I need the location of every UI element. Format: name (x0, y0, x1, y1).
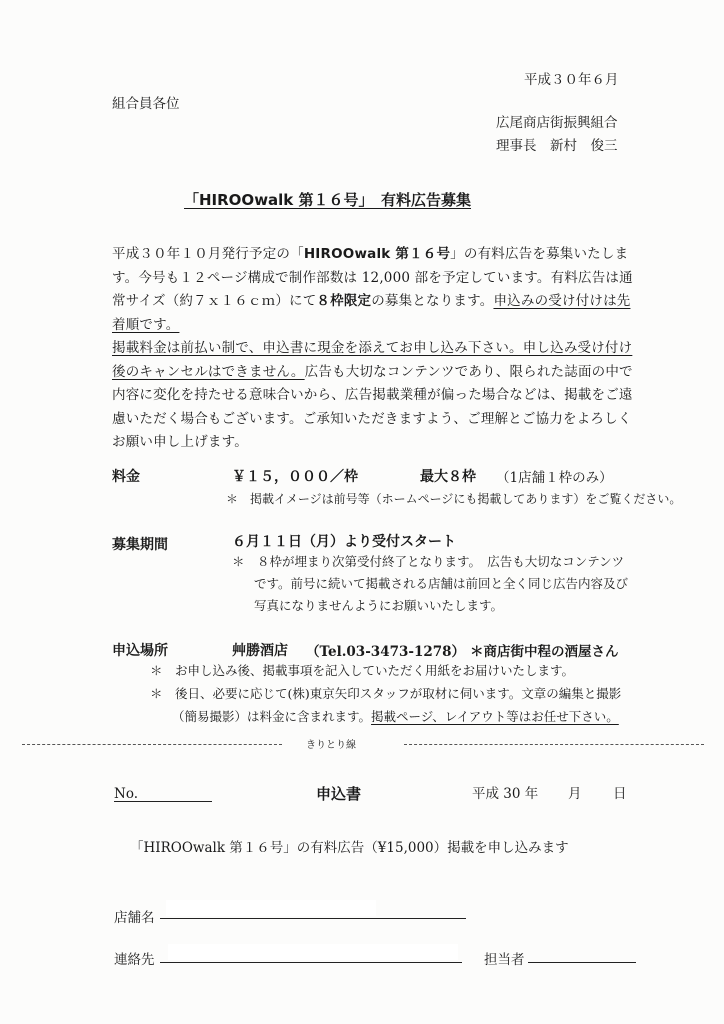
period-note-3: 写真になりませんようにお願いいたします。 (254, 598, 504, 613)
fee-note: ＊ 掲載イメージは前号等（ホームページにも掲載してあります）をご覧ください。 (226, 492, 682, 506)
place-note-2: ＊ 後日、必要に応じて(株)東京矢印スタッフが取材に伺います。文章の編集と撮影 (150, 686, 622, 701)
document-title: 「HIROOwalk 第１６号」 有料広告募集 (184, 191, 472, 209)
p1-text-c: 」の有料広告を募集いたします。今号も１２ページ構成で制作部数は 12,000 部を予定しています。有料広告は通常サイズ（約７ｘ１６ｃｍ）にて (112, 246, 633, 309)
organization-name: 広尾商店街振興組合 (496, 115, 618, 131)
fee-label: 料金 (112, 469, 140, 485)
place-note-3 (172, 706, 619, 728)
place-label: 申込場所 (112, 643, 168, 659)
chairman-name: 理事長 新村 俊三 (496, 138, 618, 154)
p1-first-come: 申込みの受け付けは先着順です。 (112, 293, 631, 333)
fee-price: ￥１５，０００／枠 (232, 469, 358, 485)
period-note-1: ＊ ８枠が埋まり次第受付終了となります。 広告も大切なコンテンツ (232, 554, 625, 569)
place-tel: （Tel.03-3473-1278） (306, 644, 466, 660)
period-note-2: です。前号に続いて掲載される店舗は前回と全く同じ広告内容及び (254, 576, 629, 591)
form-shop-name-label: 店舗名 (114, 910, 155, 926)
form-date-day: 日 (613, 786, 627, 802)
p1-text-a: 平成３０年１０月発行予定の「 (112, 246, 304, 262)
p2-text-b: 広告も大切なコンテンツであり、限られた誌面の中で内容に変化を持たせる意味合いから、広告掲載業種が偏った場合などは、掲載をご遠慮いただく場合もございます。ご承知いただきますよう、ご理解とご協力をよろしくお願い申し上げます。 (112, 363, 633, 450)
paragraph-1 (112, 243, 642, 337)
form-person-label: 担当者 (484, 952, 525, 968)
paragraph-2 (112, 337, 642, 455)
place-note-3b: 掲載ページ、レイアウト等はお任せ下さい。 (371, 709, 619, 724)
form-shop-name-line[interactable] (160, 918, 466, 919)
form-date-era: 平成 30 年 (472, 786, 539, 802)
fee-max-note: （1店舗１枠のみ） (496, 470, 613, 486)
redaction-box (166, 900, 376, 916)
period-label: 募集期間 (112, 537, 168, 553)
place-note-3a: （簡易撮影）は料金に含まれます。 (172, 709, 372, 724)
form-statement: 「HIROOwalk 第１６号」の有料広告（¥15,000）掲載を申し込みます (130, 840, 569, 856)
issue-date: 平成３０年６月 (524, 72, 619, 88)
fee-max: 最大８枠 (420, 469, 476, 485)
cut-line-label: きりとり線 (306, 740, 356, 751)
place-note-1: ＊ お申し込み後、掲載事項を記入していただく用紙をお届けいたします。 (150, 663, 575, 678)
p1-magazine-name: HIROOwalk 第１６号 (303, 246, 451, 262)
cut-line-right (404, 744, 704, 745)
recipient: 組合員各位 (112, 96, 180, 112)
p1-text-e: の募集となります。 (371, 293, 494, 309)
form-title: 申込書 (316, 785, 362, 803)
redaction-box (168, 944, 458, 960)
body-text (112, 243, 642, 455)
form-person-line[interactable] (528, 962, 636, 963)
p1-limit: ８枠限定 (316, 293, 372, 309)
form-contact-label: 連絡先 (114, 952, 155, 968)
form-date-month: 月 (568, 786, 582, 802)
cut-line-left (22, 744, 282, 745)
place-shop: 艸勝酒店 (232, 643, 288, 659)
form-no-label: No. (114, 786, 138, 802)
form-no-line[interactable] (114, 801, 212, 802)
place-shop-note: ＊商店街中程の酒屋さん (470, 644, 619, 660)
period-start: ６月１１日（月）より受付スタート (232, 534, 456, 550)
p2-prepay: 掲載料金は前払い制で、申込書に現金を添えてお申し込み下さい。申し込み受け付け後のキャンセルはできません。 (112, 340, 633, 380)
form-contact-line[interactable] (160, 962, 462, 963)
